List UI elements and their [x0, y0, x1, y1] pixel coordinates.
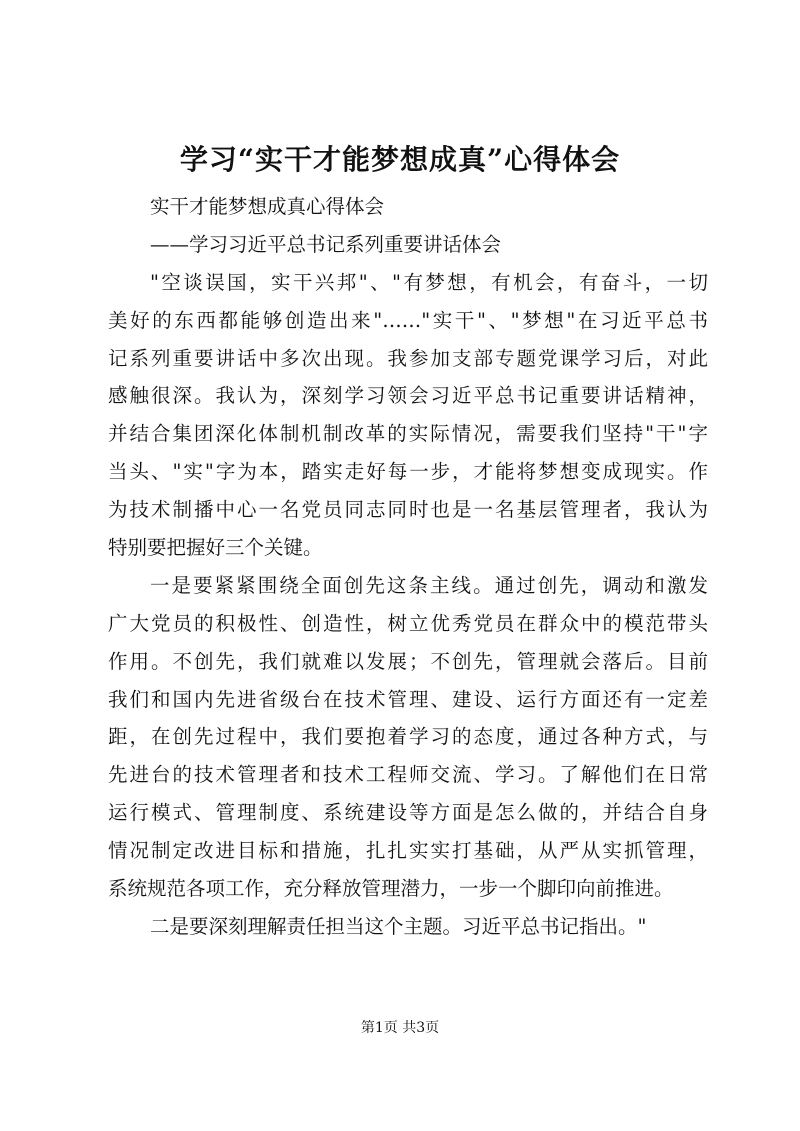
paragraph-line: 广大党员的积极性、创造性，树立优秀党员在群众中的模范带头 [108, 611, 708, 635]
subtitle-line: 实干才能梦想成真心得体会 [150, 195, 385, 218]
paragraph-line: 情况制定改进目标和措施，扎扎实实打基础，从严从实抓管理， [108, 839, 708, 863]
document-title: 学习“实干才能梦想成真”心得体会 [179, 143, 621, 176]
document-body [108, 188, 708, 946]
paragraph-line: 作用。不创先，我们就难以发展；不创先，管理就会落后。目前 [108, 649, 708, 673]
subtitle-line: ——学习习近平总书记系列重要讲话体会 [150, 232, 502, 256]
paragraph-line: "空谈误国，实干兴邦"、"有梦想，有机会，有奋斗，一切 [150, 270, 708, 294]
paragraph-line: 并结合集团深化体制机制改革的实际情况，需要我们坚持"干"字 [108, 422, 708, 446]
page-footer: 第1页 共3页 [360, 1020, 440, 1036]
paragraph-line: 为技术制播中心一名党员同志同时也是一名基层管理者，我认为 [108, 498, 708, 522]
paragraph-line: 特别要把握好三个关键。 [108, 536, 323, 560]
paragraph-line: 距，在创先过程中，我们要抱着学习的态度，通过各种方式，与 [108, 725, 708, 749]
paragraph-line: 系统规范各项工作，充分释放管理潜力，一步一个脚印向前推进。 [108, 877, 674, 901]
paragraph-line: 一是要紧紧围绕全面创先这条主线。通过创先，调动和激发 [150, 573, 708, 597]
paragraph-line: 记系列重要讲话中多次出现。我参加支部专题党课学习后，对此 [108, 346, 708, 370]
paragraph-line: 先进台的技术管理者和技术工程师交流、学习。了解他们在日常 [108, 763, 708, 787]
paragraph-line: 当头、"实"字为本，踏实走好每一步，才能将梦想变成现实。作 [108, 460, 708, 484]
paragraph-line: 二是要深刻理解责任担当这个主题。习近平总书记指出。" [150, 914, 647, 938]
paragraph-line: 感触很深。我认为，深刻学习领会习近平总书记重要讲话精神， [108, 384, 708, 408]
paragraph-line: 我们和国内先进省级台在技术管理、建设、运行方面还有一定差 [108, 687, 708, 711]
paragraph-line: 运行模式、管理制度、系统建设等方面是怎么做的，并结合自身 [108, 801, 708, 825]
paragraph-line: 美好的东西都能够创造出来"……"实干"、"梦想"在习近平总书 [108, 308, 708, 332]
